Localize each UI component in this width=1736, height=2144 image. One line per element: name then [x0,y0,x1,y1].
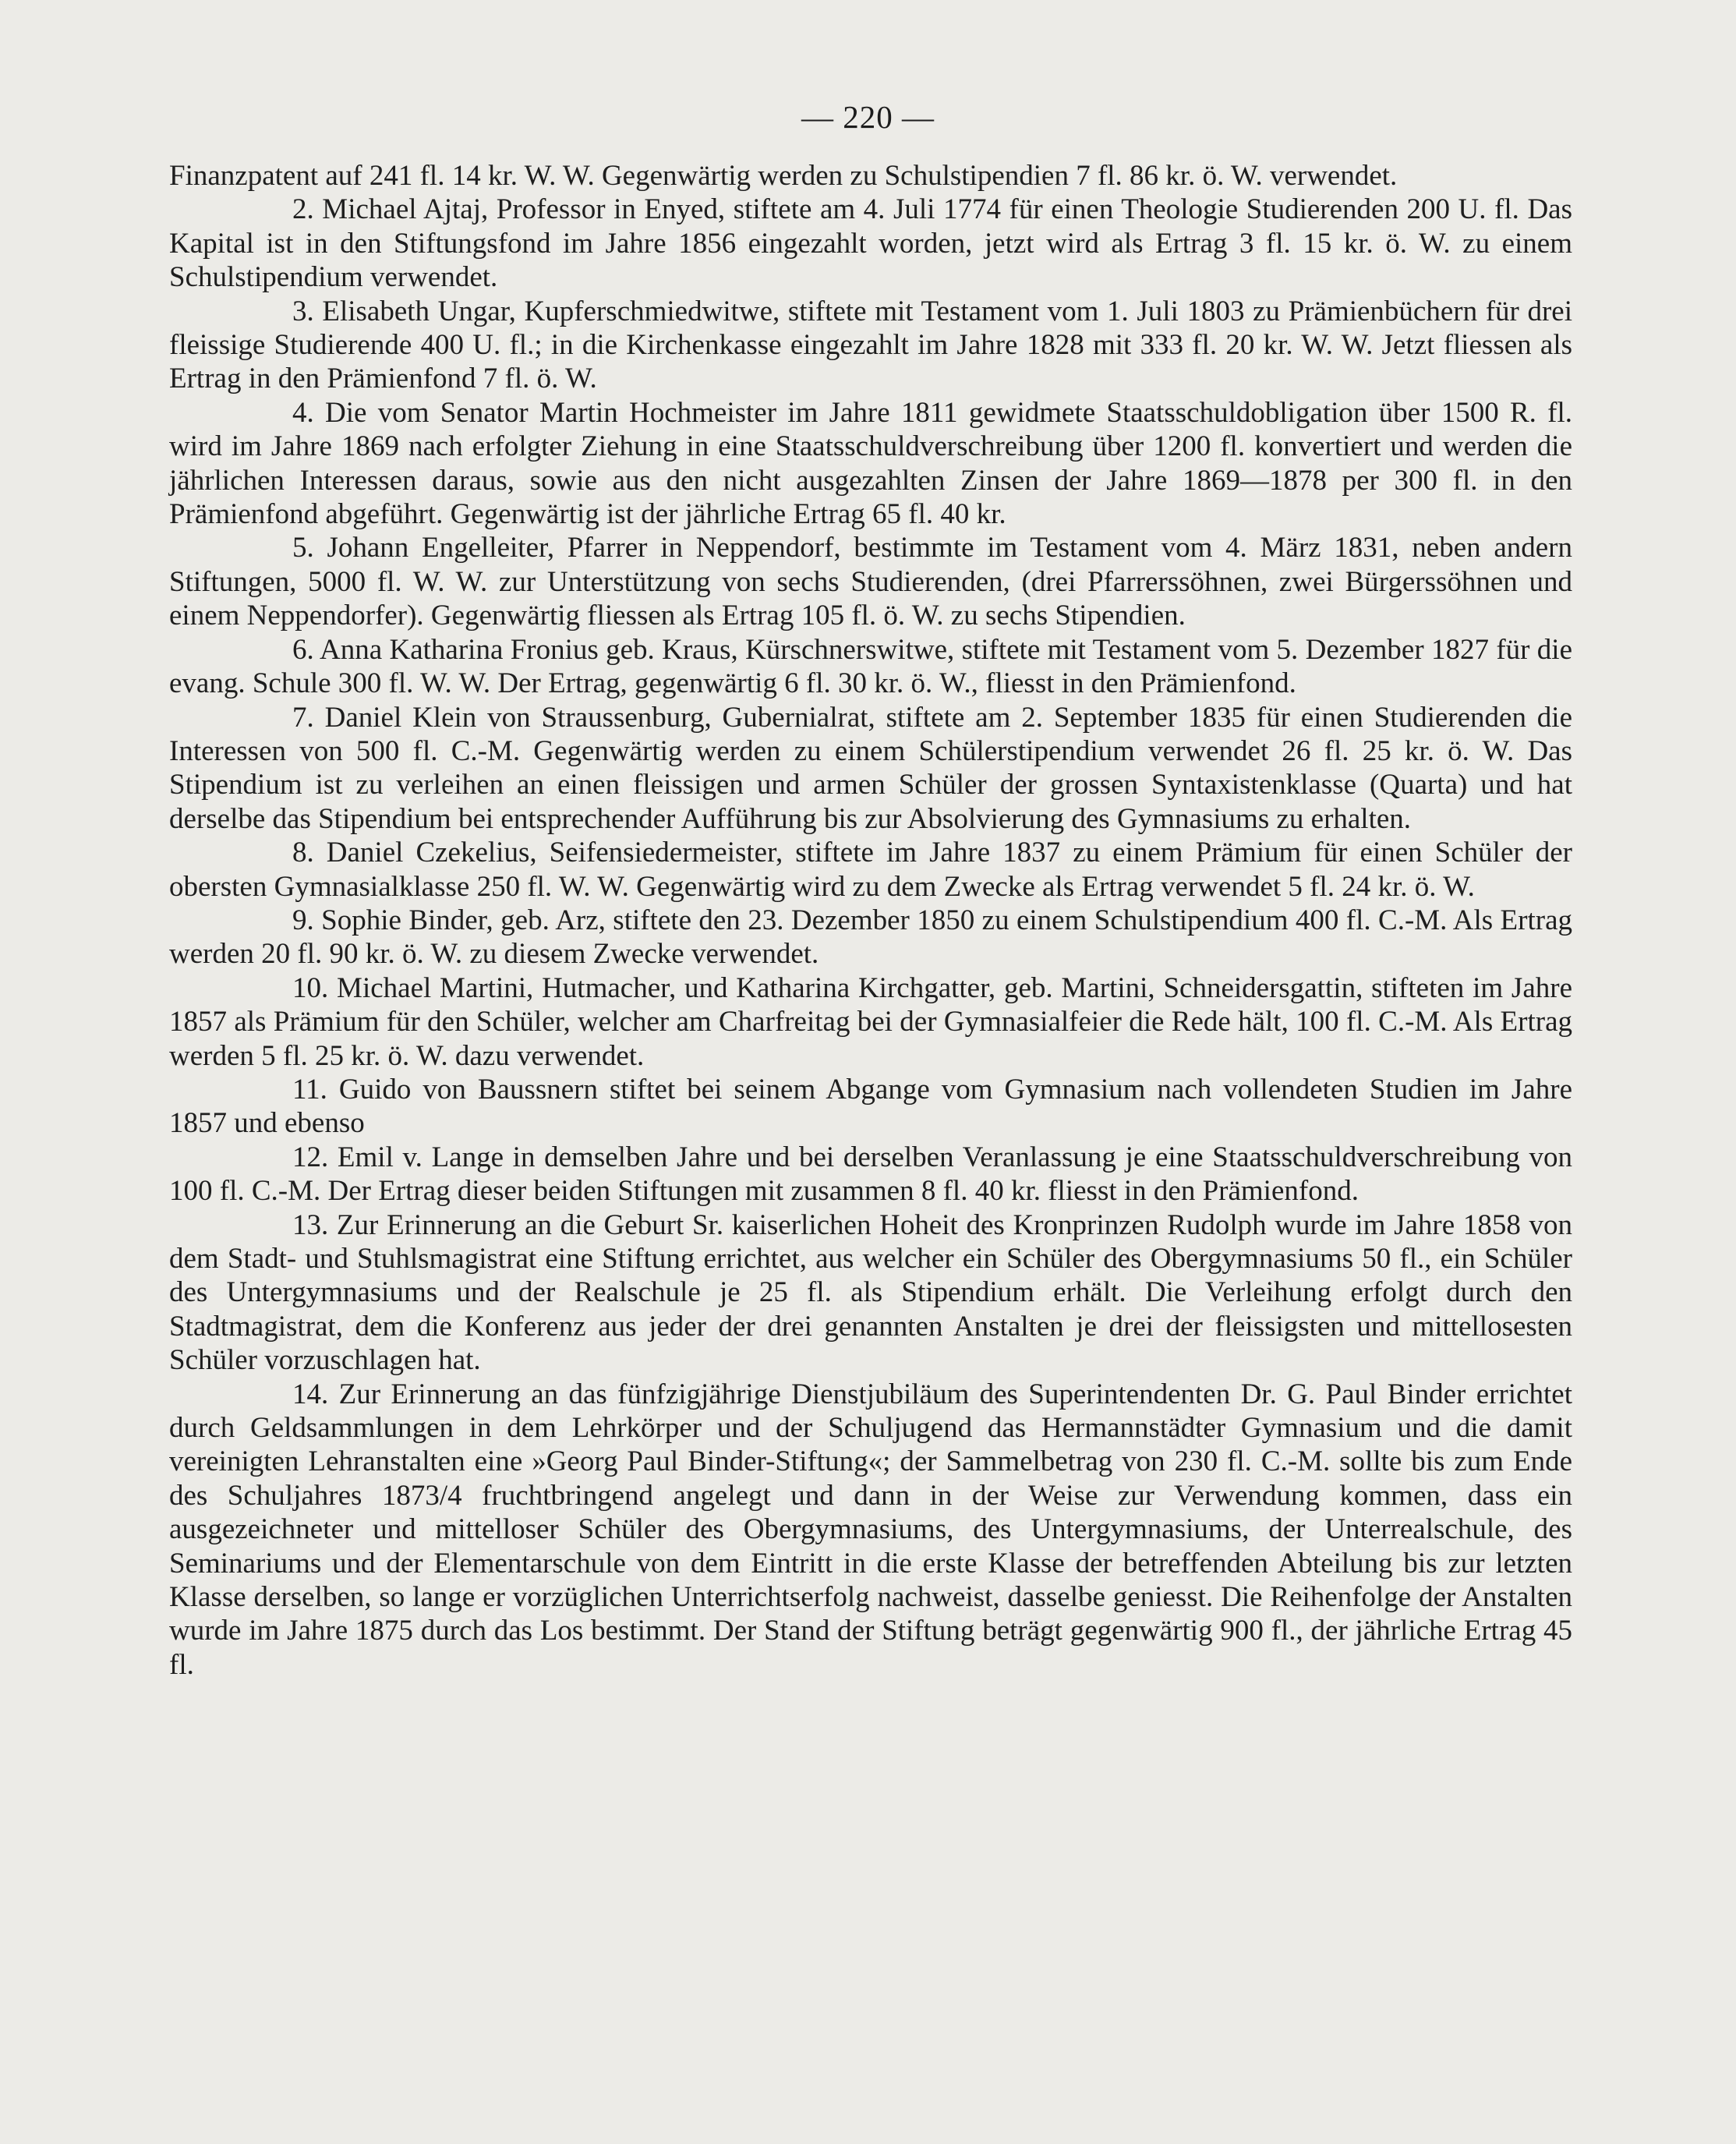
foundation-entry: 4. Die vom Senator Martin Hochmeister im Jahre 1811 gewidmete Staatsschuldobligation über 1500 R. fl. wird im Jahre 1869 nach erfolgter Ziehung in eine Staatsschuldverschreibung über 1200 fl. konvertiert und werden die jährlichen Interessen daraus, sowie aus den nicht ausgezahlten Zinsen der Jahre 1869—1878 per 300 fl. in den Prämienfond abgeführt. Gegenwärtig ist der jährliche Ertrag 65 fl. 40 kr. [169,396,1572,531]
foundation-entry: 13. Zur Erinnerung an die Geburt Sr. kaiserlichen Hoheit des Kronprinzen Rudolph wurde im Jahre 1858 von dem Stadt- und Stuhlsmagistrat eine Stiftung errichtet, aus welcher ein Schüler des Obergymnasiums 50 fl., ein Schüler des Untergymnasiums und der Realschule je 25 fl. als Stipendium erhält. Die Verleihung erfolgt durch den Stadtmagistrat, dem die Konferenz aus jeder der drei genannten Anstalten je drei der fleissigsten und mittellosesten Schüler vorzuschlagen hat. [169,1208,1572,1377]
foundation-entry: 5. Johann Engelleiter, Pfarrer in Neppendorf, bestimmte im Testament vom 4. März 1831, neben andern Stiftungen, 5000 fl. W. W. zur Unterstützung von sechs Studierenden, (drei Pfarrerssöhnen, zwei Bürgerssöhnen und einem Neppendorfer). Gegenwärtig fliessen als Ertrag 105 fl. ö. W. zu sechs Stipendien. [169,532,1572,632]
foundation-entry: 2. Michael Ajtaj, Professor in Enyed, stiftete am 4. Juli 1774 für einen Theologie Studierenden 200 U. fl. Das Kapital ist in den Stiftungsfond im Jahre 1856 eingezahlt worden, jetzt wird als Ertrag 3 fl. 15 kr. ö. W. zu einem Schulstipendium verwendet. [169,193,1572,294]
body-text [169,159,1572,1682]
page-number: — 220 — [801,99,935,135]
foundation-entry: 11. Guido von Baussnern stiftet bei seinem Abgange vom Gymnasium nach vollendeten Studien im Jahre 1857 und ebenso [169,1073,1572,1140]
foundation-entry: 10. Michael Martini, Hutmacher, und Katharina Kirchgatter, geb. Martini, Schneidersgattin, stifteten im Jahre 1857 als Prämium für den Schüler, welcher am Charfreitag bei der Gymnasialfeier die Rede hält, 100 fl. C.-M. Als Ertrag werden 5 fl. 25 kr. ö. W. dazu verwendet. [169,971,1572,1072]
foundation-entry: 3. Elisabeth Ungar, Kupferschmiedwitwe, stiftete mit Testament vom 1. Juli 1803 zu Prämienbüchern für drei fleissige Studierende 400 U. fl.; in die Kirchenkasse eingezahlt im Jahre 1828 mit 333 fl. 20 kr. W. W. Jetzt fliessen als Ertrag in den Prämienfond 7 fl. ö. W. [169,295,1572,395]
foundation-entry: 14. Zur Erinnerung an das fünfzigjährige Dienstjubiläum des Superintendenten Dr. G. Paul Binder errichtet durch Geldsammlungen in dem Lehrkörper und der Schuljugend das Hermannstädter Gymnasium und die damit vereinigten Lehranstalten eine »Georg Paul Binder-Stiftung«; der Sammelbetrag von 230 fl. C.-M. sollte bis zum Ende des Schuljahres 1873/4 fruchtbringend angelegt und dann in der Weise zur Verwendung kommen, dass ein ausgezeichneter und mittelloser Schüler des Obergymnasiums, des Untergymnasiums, der Unterrealschule, des Seminariums und der Elementarschule von dem Eintritt in die erste Klasse der betreffenden Abteilung bis zur letzten Klasse derselben, so lange er vorzüglichen Unterrichtserfolg nachweist, dasselbe geniesst. Die Reihenfolge der Anstalten wurde im Jahre 1875 durch das Los bestimmt. Der Stand der Stiftung beträgt gegenwärtig 900 fl., der jährliche Ertrag 45 fl. [169,1378,1572,1681]
foundation-entry: 8. Daniel Czekelius, Seifensiedermeister, stiftete im Jahre 1837 zu einem Prämium für einen Schüler der obersten Gymnasialklasse 250 fl. W. W. Gegenwärtig wird zu dem Zwecke als Ertrag verwendet 5 fl. 24 kr. ö. W. [169,837,1572,903]
foundation-entry: 7. Daniel Klein von Straussenburg, Gubernialrat, stiftete am 2. September 1835 für einen Studierenden die Interessen von 500 fl. C.-M. Gegenwärtig werden zu einem Schülerstipendium verwendet 26 fl. 25 kr. ö. W. Das Stipendium ist zu verleihen an einen fleissigen und armen Schüler der grossen Syntaxistenklasse (Quarta) und hat derselbe das Stipendium bei entsprechender Aufführung bis zur Absolvierung des Gymnasiums zu erhalten. [169,701,1572,835]
foundation-entry: 9. Sophie Binder, geb. Arz, stiftete den 23. Dezember 1850 zu einem Schulstipendium 400 fl. C.-M. Als Ertrag werden 20 fl. 90 kr. ö. W. zu diesem Zwecke verwendet. [169,904,1572,971]
foundation-entry: 6. Anna Katharina Fronius geb. Kraus, Kürschnerswitwe, stiftete mit Testament vom 5. Dezember 1827 für die evang. Schule 300 fl. W. W. Der Ertrag, gegenwärtig 6 fl. 30 kr. ö. W., fliesst in den Prämienfond. [169,633,1572,700]
paragraph-continuation: Finanzpatent auf 241 fl. 14 kr. W. W. Gegenwärtig werden zu Schulstipendien 7 fl. 86 kr. ö. W. verwendet. [169,160,1398,192]
foundation-entry: 12. Emil v. Lange in demselben Jahre und bei derselben Veranlassung je eine Staatsschuldverschreibung von 100 fl. C.-M. Der Ertrag dieser beiden Stiftungen mit zusammen 8 fl. 40 kr. fliesst in den Prämienfond. [169,1141,1572,1208]
